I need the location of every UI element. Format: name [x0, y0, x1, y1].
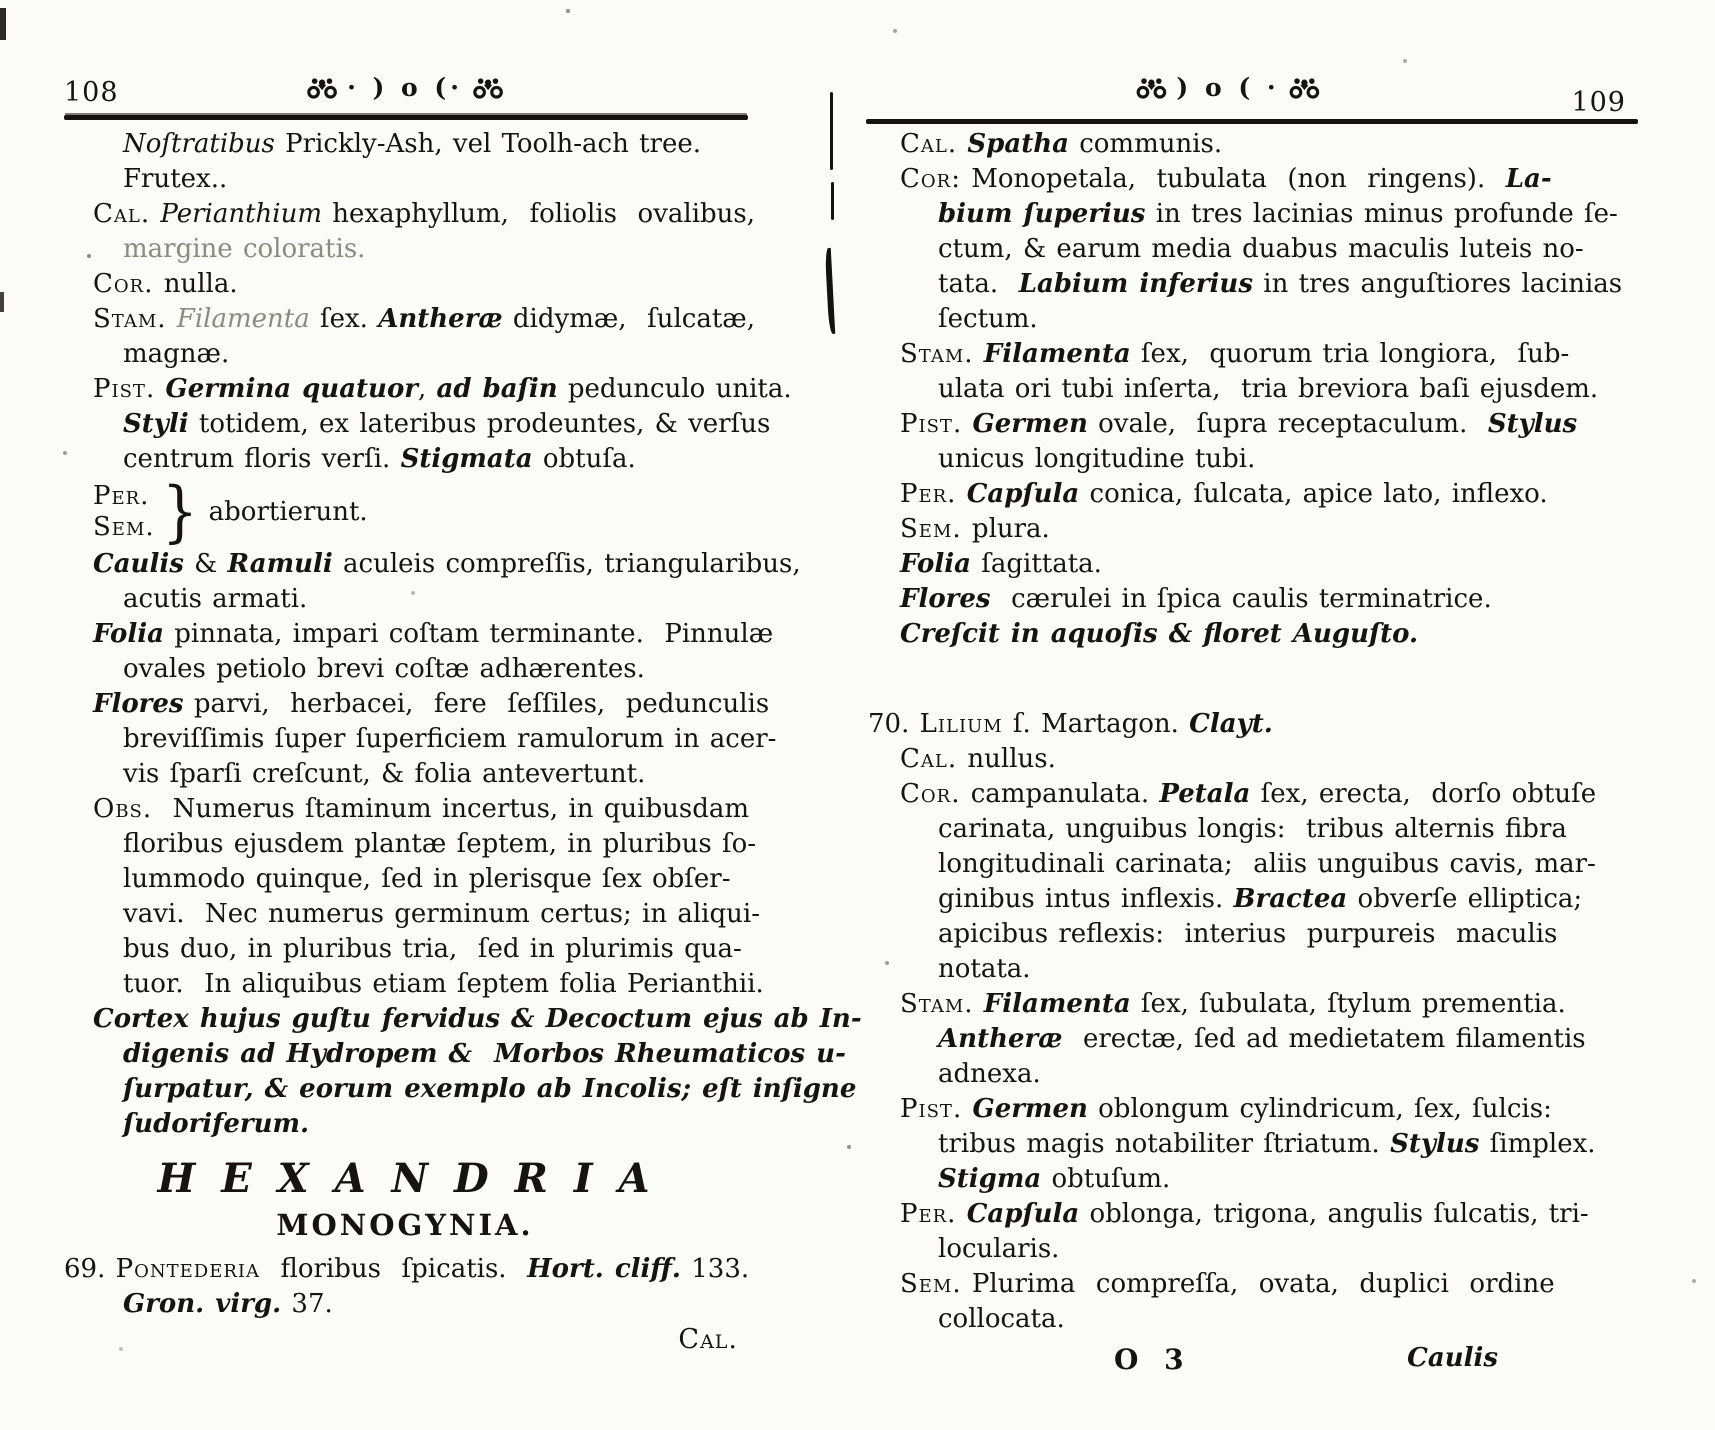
text-segment: Cortex hujus guſtu fervidus & Decoctum ejus ab In- [93, 1004, 862, 1034]
text-segment: collocata. [938, 1304, 1065, 1334]
text-segment [962, 1094, 972, 1124]
brace-icon: } [161, 473, 198, 550]
text-segment: Pist. [900, 1094, 963, 1124]
ornament-separator: · ) o (· [347, 73, 463, 102]
text-segment: communis. [1068, 129, 1223, 159]
text-segment: Stigma [938, 1164, 1042, 1194]
text-segment: Hort. cliff. [527, 1254, 681, 1284]
text-segment: & [183, 549, 228, 579]
text-line [900, 742, 1638, 777]
text-segment: obtuſum. [1041, 1164, 1171, 1194]
text-line [938, 1302, 1638, 1337]
text-segment: tata. [938, 269, 1019, 299]
catchword: Caulis [1407, 1343, 1498, 1373]
text-segment: Folia [900, 549, 971, 579]
text-line [868, 707, 1638, 742]
text-segment: tuor. In aliquibus etiam ſeptem folia Perianthii. [123, 969, 764, 999]
text-line [123, 407, 771, 442]
line-gap [818, 652, 1638, 707]
text-segment: margine coloratis. [123, 234, 366, 264]
text-segment: Cal. [900, 129, 958, 159]
text-segment: Monopetala, tubulata (non ringens). [960, 164, 1506, 194]
text-segment: Stam. [900, 989, 974, 1019]
text-segment: pedunculo unita. [557, 374, 792, 404]
text-segment: 37. [281, 1289, 333, 1319]
text-segment: carinata, unguibus longis: tribus alternis fibra [938, 814, 1567, 844]
text-segment: tribus magis notabiliter ſtriatum. [938, 1129, 1391, 1159]
text-segment: ſurpatur, & eorum exemplo ab Incolis; eſt inſigne [123, 1074, 857, 1104]
text-line [123, 582, 750, 617]
text-segment: ad baſin [436, 374, 558, 404]
text-segment: erectæ, ſed ad medietatem filamentis [1062, 1024, 1586, 1054]
text-segment: conica, ſulcata, apice lato, inflexo. [1079, 479, 1548, 509]
text-segment: in tres anguſtiores lacinias [1252, 269, 1623, 299]
text-segment: magnæ. [123, 339, 230, 369]
text-segment: acutis armati. [123, 584, 308, 614]
text-line [64, 1252, 750, 1287]
text-line [93, 792, 750, 827]
scan-specks [0, 0, 2, 2]
text-segment: La- [1505, 164, 1552, 194]
text-segment [155, 374, 165, 404]
text-line [123, 162, 750, 197]
text-segment: notata. [938, 954, 1031, 984]
text-segment: Stam. [900, 339, 974, 369]
fleuron-icon [1133, 76, 1169, 100]
text-segment: centrum floris verſi. [123, 444, 401, 474]
text-line [900, 337, 1638, 372]
text-segment: lummodo quinque, ſed in plerisque ſex obſer- [123, 864, 731, 894]
text-segment: ſex. [309, 304, 379, 334]
text-line [900, 1267, 1638, 1302]
text-segment: Styli [123, 409, 189, 439]
text-segment: didymæ, ſulcatæ, [502, 304, 755, 334]
text-line [60, 1204, 750, 1246]
text-segment: in tres lacinias minus profunde ſe- [1145, 199, 1618, 229]
text-segment: Noſtratibus [123, 129, 275, 159]
line-gap [60, 1142, 750, 1154]
text-segment: Obs. [93, 794, 153, 824]
text-segment [167, 304, 177, 334]
text-segment: aculeis compreſſis, triangularibus, [332, 549, 801, 579]
text-segment: , [418, 374, 437, 404]
text-segment: parvi, herbacei, fere ſeſſiles, pedunculis [183, 689, 770, 719]
text-segment: Pontederia [115, 1254, 261, 1284]
text-segment: vavi. Nec numerus germinum certus; in aliqui- [123, 899, 760, 929]
text-segment: Creſcit in aquoſis & floret Auguſto. [900, 619, 1419, 649]
text-line [93, 1002, 862, 1037]
text-segment: ſimplex. [1479, 1129, 1596, 1159]
text-segment: Petala [1159, 779, 1251, 809]
text-segment: Lilium [919, 709, 1003, 739]
text-line [93, 197, 756, 232]
text-segment: Stylus [1390, 1129, 1480, 1159]
fleuron-icon [304, 76, 340, 100]
text-segment: adnexa. [938, 1059, 1041, 1089]
text-line [900, 547, 1638, 582]
text-line [123, 722, 777, 757]
text-segment: obverſe elliptica; [1347, 884, 1583, 914]
text-line [900, 127, 1638, 162]
text-line [938, 1022, 1638, 1057]
text-line [93, 302, 755, 337]
text-segment: Spatha [967, 129, 1069, 159]
text-segment: Flores [93, 689, 184, 719]
text-segment: Ramuli [227, 549, 333, 579]
text-segment: Labium inferius [1018, 269, 1253, 299]
text-segment [957, 129, 967, 159]
text-line [938, 1232, 1638, 1267]
text-line [900, 617, 1638, 652]
text-line [123, 757, 750, 792]
brace-group [93, 473, 750, 550]
text-segment: Germen [972, 1094, 1088, 1124]
text-line [93, 547, 801, 582]
text-line [938, 1057, 1638, 1092]
text-segment: ſex, quorum tria longiora, ſub- [1130, 339, 1570, 369]
text-segment: locularis. [938, 1234, 1060, 1264]
text-segment: floribus ejusdem plantæ ſeptem, in pluribus ſo- [123, 829, 757, 859]
text-segment: 133. [680, 1254, 750, 1284]
text-segment: Plurima compreſſa, ovata, duplici ordine [961, 1269, 1555, 1299]
fleuron-icon [1287, 76, 1323, 100]
ornament-separator: ) o ( · [1176, 73, 1280, 102]
text-line [123, 897, 760, 932]
text-segment: 69. [64, 1254, 116, 1284]
text-segment: Antheræ [378, 304, 503, 334]
text-segment: obtuſa. [532, 444, 636, 474]
text-line [900, 1092, 1638, 1127]
text-segment: Per. [900, 479, 957, 509]
text-segment [974, 989, 984, 1019]
text-segment: ulata ori tubi inſerta, tria breviora baſi ejusdem. [938, 374, 1599, 404]
text-line [938, 197, 1638, 232]
text-segment: Perianthium [160, 199, 323, 229]
text-segment: ginibus intus inflexis. [938, 884, 1234, 914]
text-line [93, 267, 750, 302]
text-segment: Cor. [900, 779, 961, 809]
signature-mark: O 3 [1114, 1343, 1192, 1376]
text-segment: Germina quatuor [165, 374, 419, 404]
text-line [938, 232, 1638, 267]
text-segment: plura. [961, 514, 1050, 544]
fleuron-icon [470, 76, 506, 100]
page-footer [818, 1343, 1638, 1383]
text-segment [956, 479, 966, 509]
text-line [900, 987, 1638, 1022]
text-line [123, 337, 750, 372]
text-segment: Bractea [1233, 884, 1348, 914]
text-segment: Per. [900, 1199, 957, 1229]
text-line [938, 847, 1638, 882]
text-segment: Caulis [93, 549, 184, 579]
text-line [900, 162, 1638, 197]
text-line [70, 1322, 738, 1357]
text-line [938, 882, 1638, 917]
text-line [123, 827, 757, 862]
text-segment: apicibus reflexis: interius purpureis maculis [938, 919, 1558, 949]
text-line [900, 512, 1638, 547]
page-number-left: 108 [64, 77, 119, 108]
text-segment: Capſula [966, 1199, 1080, 1229]
text-segment: hexaphyllum, foliolis ovalibus, [322, 199, 756, 229]
text-line [123, 652, 750, 687]
text-segment: 70. [868, 709, 920, 739]
text-segment: ſ. Martagon. [1002, 709, 1190, 739]
text-segment: Folia [93, 619, 164, 649]
brace-text: abortierunt. [208, 497, 368, 527]
text-segment: Antheræ [938, 1024, 1063, 1054]
text-segment: Frutex.. [123, 164, 228, 194]
text-line [123, 1072, 857, 1107]
text-line [123, 1037, 846, 1072]
text-segment: cærulei in ſpica caulis terminatrice. [990, 584, 1492, 614]
text-segment: Stam. [93, 304, 167, 334]
text-segment: ſex, erecta, dorſo obtuſe [1250, 779, 1597, 809]
text-segment: Gron. virg. [123, 1289, 282, 1319]
text-segment: MONOGYNIA. [276, 1208, 534, 1242]
text-segment [150, 199, 160, 229]
text-segment: nullus. [957, 744, 1056, 774]
text-segment: Filamenta [176, 304, 310, 334]
text-segment: Germen [972, 409, 1088, 439]
text-segment: Cal. [900, 744, 958, 774]
text-line [123, 127, 750, 162]
text-segment: Cor: [900, 164, 961, 194]
text-segment: Prickly-Ash, vel Toolh-ach tree. [274, 129, 702, 159]
text-line [900, 582, 1638, 617]
text-line [938, 1162, 1638, 1197]
text-segment: breviſſimis ſuper ſuperficiem ramulorum in acer- [123, 724, 777, 754]
text-segment: Numerus ſtaminum incertus, in quibusdam [152, 794, 750, 824]
page-right-lines [818, 127, 1638, 1383]
brace-label: Sem. [93, 512, 155, 542]
text-segment: ſagittata. [970, 549, 1102, 579]
text-segment: Cal. [93, 199, 151, 229]
text-segment: Clayt. [1189, 709, 1273, 739]
text-segment: ctum, & earum media duabus maculis luteis no- [938, 234, 1584, 264]
text-segment: ſex, ſubulata, ſtylum prementia. [1130, 989, 1566, 1019]
text-line [93, 687, 770, 722]
text-segment: Flores [900, 584, 991, 614]
text-line [938, 372, 1638, 407]
text-line [60, 1154, 750, 1204]
text-segment: nulla. [153, 269, 238, 299]
text-segment: ſudoriferum. [123, 1109, 310, 1139]
text-segment: Pist. [900, 409, 963, 439]
text-segment: floribus ſpicatis. [260, 1254, 528, 1284]
text-line [93, 372, 792, 407]
text-line [123, 442, 750, 477]
text-segment: pinnata, impari coſtam terminante. Pinnulæ [163, 619, 774, 649]
text-segment [956, 1199, 966, 1229]
text-segment: digenis ad Hydropem & Morbos Rheumaticos u- [123, 1039, 846, 1069]
text-line [938, 442, 1638, 477]
scan-edge-mark [0, 8, 6, 40]
text-segment: Filamenta [983, 339, 1131, 369]
header-ornament [304, 73, 506, 102]
text-line [123, 932, 750, 967]
text-line [123, 967, 764, 1002]
text-line [93, 617, 774, 652]
text-segment: bus duo, in pluribus tria, ſed in plurimis qua- [123, 934, 742, 964]
text-segment: Capſula [966, 479, 1080, 509]
text-line [938, 1127, 1638, 1162]
text-segment: H E X A N D R I A [157, 1155, 653, 1202]
header-rule [866, 119, 1638, 124]
text-segment: unicus longitudine tubi. [938, 444, 1256, 474]
text-segment: Sem. [900, 514, 962, 544]
text-line [938, 917, 1638, 952]
text-segment [962, 409, 972, 439]
text-segment: Cor. [93, 269, 154, 299]
text-segment: oblonga, trigona, angulis ſulcatis, tri- [1079, 1199, 1589, 1229]
text-line [938, 812, 1638, 847]
text-line [938, 952, 1638, 987]
header-ornament [1133, 73, 1322, 102]
text-line [900, 407, 1638, 442]
header-rule [64, 115, 748, 120]
text-line [900, 1197, 1638, 1232]
brace-labels [93, 481, 155, 543]
text-segment: Filamenta [983, 989, 1131, 1019]
brace-label: Per. [93, 481, 150, 511]
text-line [123, 232, 750, 267]
page-number-right: 109 [1571, 87, 1626, 118]
text-segment: Stylus [1487, 409, 1578, 439]
text-line [900, 477, 1638, 512]
text-segment: Pist. [93, 374, 156, 404]
text-segment: campanulata. [960, 779, 1160, 809]
text-line [123, 1287, 750, 1322]
text-line [123, 862, 750, 897]
page-left-lines [60, 127, 862, 1357]
text-segment: ovale, ſupra receptaculum. [1087, 409, 1488, 439]
text-line [938, 267, 1638, 302]
text-segment: ovales petiolo brevi coſtæ adhærentes. [123, 654, 645, 684]
text-segment: oblongum cylindricum, ſex, ſulcis: [1087, 1094, 1552, 1124]
scan-edge-mark [0, 292, 4, 312]
text-line [900, 777, 1638, 812]
text-line [123, 1107, 750, 1142]
text-segment [974, 339, 984, 369]
text-segment: totidem, ex lateribus prodeuntes, & verſus [188, 409, 771, 439]
text-segment: vis ſparſi creſcunt, & folia antevertunt. [123, 759, 646, 789]
text-segment: ſectum. [938, 304, 1038, 334]
text-segment: Sem. [900, 1269, 962, 1299]
text-segment: bium ſuperius [938, 199, 1146, 229]
text-segment: Cal. [678, 1324, 738, 1355]
text-line [938, 302, 1638, 337]
text-segment: longitudinali carinata; aliis unguibus cavis, mar- [938, 849, 1596, 879]
text-segment: Stigmata [400, 444, 533, 474]
